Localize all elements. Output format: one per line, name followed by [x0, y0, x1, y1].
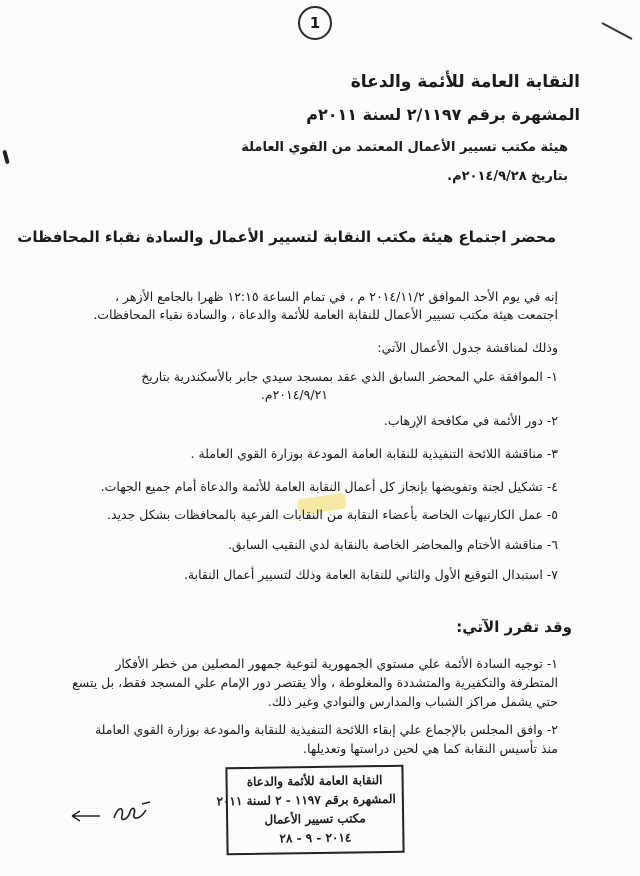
stamp-line: النقابة العامة للأئمة والدعاة	[246, 773, 383, 789]
decision-2	[95, 720, 558, 758]
decisions-heading: وقد تقرر الآتي:	[456, 618, 572, 636]
agenda-line: ٢٠١٤/٩/٢١م.	[260, 387, 328, 402]
agenda-item-2: ٢- دور الأئمة في مكافحة الإرهاب.	[383, 413, 558, 428]
stamp-line: المشهرة برقم ١١٩٧ - ٢ لسنة ٢٠١١	[216, 791, 396, 809]
intro-line: اجتمعت هيئة مكتب تسيير الأعمال للنقابة العامة للأئمة والدعاة ، والسادة نقباء المحافظات.	[93, 307, 558, 322]
intro-line: إنه في يوم الأحد الموافق ٢٠١٤/١١/٢ م ، في تمام الساعة ١٢:١٥ ظهرا بالجامع الأزهر ،	[115, 289, 558, 304]
agenda-intro: وذلك لمناقشة جدول الأعمال الآتي:	[377, 340, 558, 355]
decision-line: ٢- وافق المجلس بالإجماع علي إبقاء اللائحة التنفيذية للنقابة والمودعة بوزارة القوي العاملة	[94, 722, 558, 737]
official-stamp	[216, 765, 404, 855]
committee-line: هيئة مكتب تسيير الأعمال المعتمد من القوي العاملة	[241, 140, 568, 155]
registration-line: المشهرة برقم ٢/١١٩٧ لسنة ٢٠١١م	[306, 105, 580, 124]
agenda-item-3: ٣- مناقشة اللائحة التنفيذية للنقابة العامة المودعة بوزارة القوي العاملة .	[190, 446, 558, 461]
decision-line: منذ تأسيس النقابة كما هي لحين دراستها وتعديلها.	[303, 741, 558, 756]
decision-line: ١- توجيه السادة الأئمة علي مستوي الجمهورية لتوعية جمهور المصلين من خطر الأفكار	[115, 656, 558, 671]
org-name: النقابة العامة للأئمة والدعاة	[350, 72, 580, 92]
intro-paragraph	[93, 288, 558, 324]
agenda-item-7: ٧- استبدال التوقيع الأول والثاني للنقابة العامة وذلك لتسيير أعمال النقابة.	[183, 567, 558, 582]
stamp-line: مكتب تسيير الأعمال	[264, 811, 366, 827]
agenda-item-1	[141, 368, 558, 404]
agenda-item-6: ٦- مناقشة الأختام والمحاضر الخاصة بالنقابة لدي النقيب السابق.	[227, 537, 558, 552]
header-date: بتاريخ ٢٠١٤/٩/٢٨م.	[447, 169, 568, 184]
corner-pen-mark	[602, 22, 633, 40]
decision-1	[72, 654, 558, 711]
agenda-line: ١- الموافقة علي المحضر السابق الذي عقد بمسجد سيدي جابر بالأسكندرية بتاريخ	[141, 369, 558, 384]
agenda-item-4: ٤- تشكيل لجنة وتفويضها بإنجاز كل أعمال النقابة العامة للأئمة والدعاة أمام جميع الجهات.	[100, 479, 558, 494]
decision-line: حتي يشمل مراكز الشباب والمدارس والنوادي وغير ذلك.	[267, 694, 558, 709]
edge-pen-mark	[2, 150, 9, 165]
agenda-item-5: ٥- عمل الكارنيهات الخاصة بأعضاء النقابة من النقابات الفرعية بالمحافظات بشكل جديد.	[106, 507, 558, 522]
document-title: محضر اجتماع هيئة مكتب النقابة لتسيير الأعمال والسادة نقباء المحافظات	[17, 228, 556, 246]
handwritten-signature	[70, 800, 160, 826]
page-number: 1	[298, 6, 332, 40]
stamp-line: ٢٠١٤ - ٩ - ٢٨	[279, 830, 352, 846]
decision-line: المتطرفة والتكفيرية والمتشددة والمغلوطة ، وألا يقتصر دور الإمام علي المسجد فقط، بل يتسع	[72, 675, 558, 690]
